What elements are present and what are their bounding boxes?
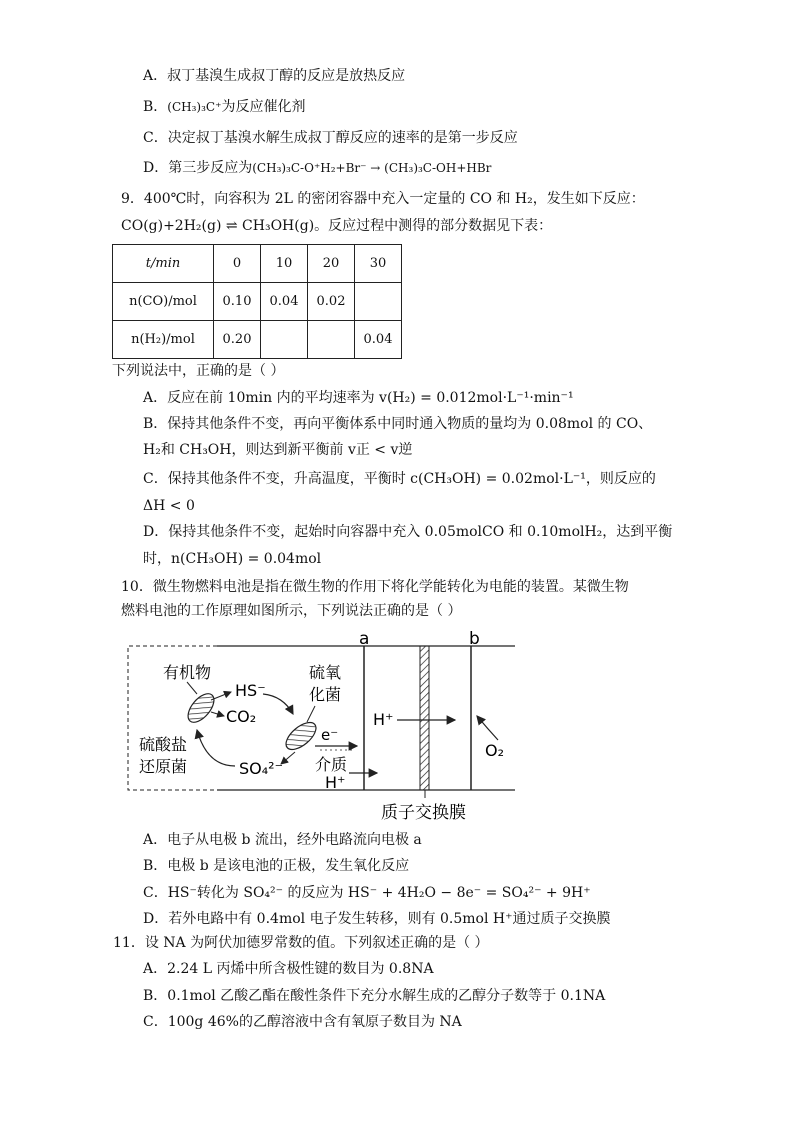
oxygen-label: O₂ xyxy=(485,741,505,760)
q8-option-d-formula: (CH₃)₃C-O⁺H₂+Br⁻ → (CH₃)₃C-OH+HBr xyxy=(252,161,492,175)
q9-data-table xyxy=(112,244,402,359)
q9-option-d-line2: 时，n(CH₃OH) = 0.04mol xyxy=(143,551,322,567)
q10-stem-line2: 燃料电池的工作原理如图所示，下列说法正确的是（ ） xyxy=(121,603,462,619)
medium-label: 介质 xyxy=(315,755,348,774)
q9-option-c-line1: C．保持其他条件不变，升高温度，平衡时 c(CH₃OH) = 0.02mol·L⁻¹，则反应的 xyxy=(143,471,656,487)
q10-option-b: B．电极 b 是该电池的正极，发生氧化反应 xyxy=(143,858,410,874)
organic-pointer xyxy=(187,682,197,694)
q11-option-b: B．0.1mol 乙酸乙酯在酸性条件下充分水解生成的乙醇分子数等于 0.1NA xyxy=(143,988,606,1004)
table-cell xyxy=(355,283,402,321)
table-cell xyxy=(308,321,355,359)
oxygen-arrow xyxy=(477,716,498,740)
fuel-cell-diagram xyxy=(125,628,520,828)
q8-option-b-text: 为反应催化剂 xyxy=(221,99,306,115)
table-cell: 10 xyxy=(261,245,308,283)
organic-matter-label: 有机物 xyxy=(163,663,212,682)
table-cell xyxy=(261,321,308,359)
table-cell: 0.20 xyxy=(214,321,261,359)
so4-arrow xyxy=(281,752,295,764)
table-cell: 0 xyxy=(214,245,261,283)
table-cell: 20 xyxy=(308,245,355,283)
hs-label: HS⁻ xyxy=(235,681,266,700)
h-plus-bottom-label: H⁺ xyxy=(325,773,346,792)
table-row xyxy=(113,283,402,321)
q11-option-c: C．100g 46%的乙醇溶液中含有氧原子数目为 NA xyxy=(143,1014,462,1030)
co2-label: CO₂ xyxy=(226,707,257,726)
table-cell: 0.10 xyxy=(214,283,261,321)
table-cell: 0.04 xyxy=(261,283,308,321)
q9-equation: CO(g)+2H₂(g) ⇌ CH₃OH(g)。反应过程中测得的部分数据见下表： xyxy=(121,218,553,234)
table-row xyxy=(113,245,402,283)
table-row xyxy=(113,321,402,359)
q10-option-a: A．电子从电极 b 流出，经外电路流向电极 a xyxy=(143,832,422,848)
sulfate-return-arrow xyxy=(197,730,235,766)
electrode-b-label: b xyxy=(469,629,480,649)
q9-option-a: A．反应在前 10min 内的平均速率为 v(H₂) = 0.012mol·L⁻¹·min⁻¹ xyxy=(143,390,574,406)
q9-option-c-line2: ΔH < 0 xyxy=(143,498,195,514)
q9-option-d-line1: D．保持其他条件不变，起始时向容器中充入 0.05molCO 和 0.10molH₂，达到平衡 xyxy=(143,524,673,540)
table-cell: n(CO)/mol xyxy=(113,283,214,321)
sulfate-bacteria-label-1: 硫酸盐 xyxy=(139,735,188,754)
q9-option-b-line2: H₂和 CH₃OH，则达到新平衡前 v正 < v逆 xyxy=(143,442,413,458)
electrode-a-label: a xyxy=(359,629,370,649)
q8-option-d-label: D．第三步反应为 xyxy=(143,160,253,176)
q8-option-c: C．决定叔丁基溴水解生成叔丁醇反应的速率的是第一步反应 xyxy=(143,130,518,146)
q10-option-c: C．HS⁻转化为 SO₄²⁻ 的反应为 HS⁻ + 4H₂O − 8e⁻ = SO₄²⁻ + 9H⁺ xyxy=(143,885,591,901)
q8-option-a: A．叔丁基溴生成叔丁醇的反应是放热反应 xyxy=(143,68,406,84)
table-cell: n(H₂)/mol xyxy=(113,321,214,359)
sulfate-reducing-bacteria-cell xyxy=(183,689,219,727)
q11-stem: 11．设 NA 为阿伏加德罗常数的值。下列叙述正确的是（ ） xyxy=(113,935,489,951)
hs-arrow xyxy=(211,692,231,700)
electron-label: e⁻ xyxy=(321,726,339,744)
table-cell: 0.04 xyxy=(355,321,402,359)
q9-stem: 9．400℃时，向容积为 2L 的密闭容器中充入一定量的 CO 和 H₂，发生如下反应： xyxy=(121,191,645,207)
so4-label: SO₄²⁻ xyxy=(239,759,284,778)
table-cell: 0.02 xyxy=(308,283,355,321)
membrane-label: 质子交换膜 xyxy=(381,803,466,823)
co2-arrow xyxy=(211,712,224,716)
q8-option-b xyxy=(143,97,305,117)
table-cell: t/min xyxy=(113,245,214,283)
oxidizer-pointer xyxy=(307,706,315,722)
q8-option-d xyxy=(143,158,491,178)
q11-option-a: A．2.24 L 丙烯中所含极性键的数目为 0.8NA xyxy=(143,961,434,977)
hs-to-oxidizer-arrow xyxy=(263,694,293,714)
sulfur-oxidizing-label-1: 硫氧 xyxy=(309,663,342,682)
table-cell: 30 xyxy=(355,245,402,283)
sulfur-oxidizing-label-2: 化菌 xyxy=(309,685,342,704)
q10-stem-line1: 10．微生物燃料电池是指在微生物的作用下将化学能转化为电能的装置。某微生物 xyxy=(121,579,629,595)
q8-option-b-label: B． xyxy=(143,99,168,115)
q9-option-b-line1: B．保持其他条件不变，再向平衡体系中同时通入物质的量均为 0.08mol 的 CO、 xyxy=(143,416,653,432)
proton-exchange-membrane xyxy=(420,646,429,790)
sulfate-bacteria-label-2: 还原菌 xyxy=(139,757,188,776)
q10-option-d: D．若外电路中有 0.4mol 电子发生转移，则有 0.5mol H⁺通过质子交换膜 xyxy=(143,911,611,927)
h-plus-mid-label: H⁺ xyxy=(373,710,394,729)
sulfur-oxidizing-bacteria-cell xyxy=(281,718,320,755)
q8-option-b-formula: (CH₃)₃C⁺ xyxy=(167,100,222,114)
q9-prompt: 下列说法中，正确的是（ ） xyxy=(112,363,285,379)
